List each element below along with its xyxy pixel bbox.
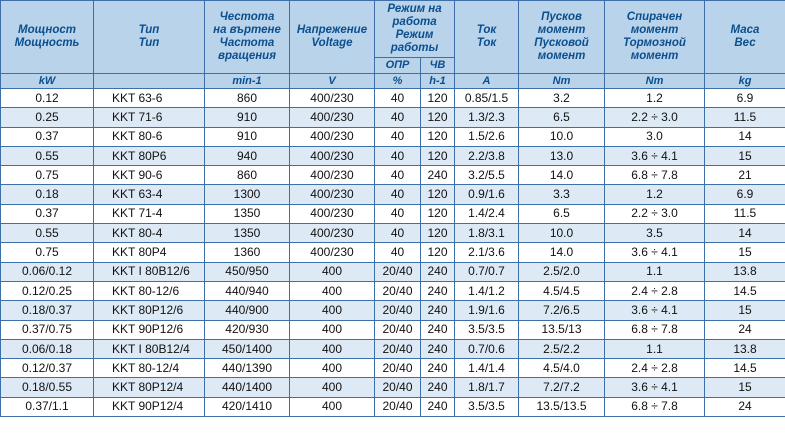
- table-body: [1, 89, 785, 417]
- cell-current: 2.1/3.6: [455, 243, 519, 262]
- cell-duty: 20/40: [375, 320, 421, 339]
- cell-starts: 120: [421, 108, 455, 127]
- cell-current: 1.3/2.3: [455, 108, 519, 127]
- cell-speed: 440/900: [205, 301, 290, 320]
- cell-current: 1.5/2.6: [455, 127, 519, 146]
- cell-mass: 14: [705, 127, 785, 146]
- cell-mass: 24: [705, 320, 785, 339]
- cell-power: 0.37: [1, 204, 94, 223]
- cell-current: 1.4/1.2: [455, 281, 519, 300]
- cell-type: KKT 80P4: [94, 243, 205, 262]
- table-row: [1, 127, 785, 146]
- table-row: [1, 243, 785, 262]
- cell-speed: 1350: [205, 204, 290, 223]
- cell-power: 0.75: [1, 166, 94, 185]
- cell-brake-torque: 2.2 ÷ 3.0: [605, 204, 705, 223]
- cell-mass: 14: [705, 224, 785, 243]
- table-row: [1, 397, 785, 416]
- cell-power: 0.18/0.37: [1, 301, 94, 320]
- table-row: [1, 204, 785, 223]
- cell-start-torque: 13.5/13: [519, 320, 605, 339]
- header-start-torque: Пусков момент Пусковой момент: [519, 1, 605, 74]
- cell-power: 0.55: [1, 224, 94, 243]
- cell-start-torque: 14.0: [519, 243, 605, 262]
- header-mode-chv: ЧВ: [421, 57, 455, 73]
- cell-mass: 11.5: [705, 108, 785, 127]
- units-row: [1, 74, 785, 89]
- unit-cell: [94, 74, 205, 89]
- header-mass: Маса Вес: [705, 1, 785, 74]
- cell-start-torque: 13.5/13.5: [519, 397, 605, 416]
- table-row: [1, 262, 785, 281]
- cell-type: KKT 63-6: [94, 89, 205, 108]
- cell-start-torque: 14.0: [519, 166, 605, 185]
- cell-starts: 240: [421, 301, 455, 320]
- cell-brake-torque: 1.1: [605, 339, 705, 358]
- cell-current: 2.2/3.8: [455, 146, 519, 165]
- cell-mass: 15: [705, 243, 785, 262]
- cell-speed: 910: [205, 127, 290, 146]
- cell-current: 3.5/3.5: [455, 320, 519, 339]
- header-type: Тип Тип: [94, 1, 205, 74]
- table-row: [1, 378, 785, 397]
- table-row: [1, 146, 785, 165]
- cell-start-torque: 13.0: [519, 146, 605, 165]
- cell-voltage: 400: [290, 281, 375, 300]
- cell-voltage: 400: [290, 339, 375, 358]
- cell-power: 0.12/0.37: [1, 359, 94, 378]
- unit-cell: Nm: [519, 74, 605, 89]
- cell-start-torque: 7.2/6.5: [519, 301, 605, 320]
- cell-starts: 240: [421, 339, 455, 358]
- cell-power: 0.06/0.12: [1, 262, 94, 281]
- cell-duty: 40: [375, 204, 421, 223]
- table-row: [1, 166, 785, 185]
- cell-type: KKT 80-12/6: [94, 281, 205, 300]
- cell-speed: 420/930: [205, 320, 290, 339]
- cell-brake-torque: 2.4 ÷ 2.8: [605, 359, 705, 378]
- cell-mass: 15: [705, 301, 785, 320]
- cell-starts: 240: [421, 378, 455, 397]
- cell-duty: 20/40: [375, 397, 421, 416]
- cell-speed: 910: [205, 108, 290, 127]
- cell-power: 0.25: [1, 108, 94, 127]
- cell-voltage: 400: [290, 320, 375, 339]
- cell-current: 1.8/1.7: [455, 378, 519, 397]
- cell-duty: 40: [375, 243, 421, 262]
- cell-speed: 420/1410: [205, 397, 290, 416]
- cell-starts: 120: [421, 204, 455, 223]
- cell-start-torque: 10.0: [519, 224, 605, 243]
- table-row: [1, 301, 785, 320]
- cell-type: KKT 71-4: [94, 204, 205, 223]
- cell-brake-torque: 6.8 ÷ 7.8: [605, 397, 705, 416]
- table-row: [1, 224, 785, 243]
- cell-current: 1.9/1.6: [455, 301, 519, 320]
- cell-starts: 240: [421, 166, 455, 185]
- unit-cell: h-1: [421, 74, 455, 89]
- cell-duty: 40: [375, 146, 421, 165]
- cell-duty: 40: [375, 89, 421, 108]
- cell-mass: 14.5: [705, 359, 785, 378]
- cell-voltage: 400: [290, 397, 375, 416]
- cell-type: KKT I 80B12/4: [94, 339, 205, 358]
- cell-start-torque: 10.0: [519, 127, 605, 146]
- cell-mass: 15: [705, 146, 785, 165]
- cell-mass: 24: [705, 397, 785, 416]
- cell-voltage: 400/230: [290, 224, 375, 243]
- cell-start-torque: 2.5/2.0: [519, 262, 605, 281]
- cell-speed: 440/940: [205, 281, 290, 300]
- cell-starts: 120: [421, 243, 455, 262]
- cell-type: KKT 63-4: [94, 185, 205, 204]
- cell-speed: 440/1400: [205, 378, 290, 397]
- cell-mass: 13.8: [705, 339, 785, 358]
- cell-starts: 240: [421, 262, 455, 281]
- cell-starts: 120: [421, 127, 455, 146]
- cell-duty: 20/40: [375, 262, 421, 281]
- cell-brake-torque: 3.6 ÷ 4.1: [605, 146, 705, 165]
- cell-brake-torque: 3.5: [605, 224, 705, 243]
- cell-speed: 450/1400: [205, 339, 290, 358]
- cell-power: 0.37: [1, 127, 94, 146]
- cell-current: 3.2/5.5: [455, 166, 519, 185]
- cell-speed: 1300: [205, 185, 290, 204]
- cell-duty: 40: [375, 127, 421, 146]
- cell-duty: 20/40: [375, 301, 421, 320]
- header-power: Мощност Мощность: [1, 1, 94, 74]
- cell-start-torque: 4.5/4.5: [519, 281, 605, 300]
- cell-start-torque: 3.3: [519, 185, 605, 204]
- cell-voltage: 400/230: [290, 89, 375, 108]
- cell-type: KKT 80P12/4: [94, 378, 205, 397]
- header-brake-torque: Спирачен момент Тормозной момент: [605, 1, 705, 74]
- cell-brake-torque: 3.6 ÷ 4.1: [605, 378, 705, 397]
- cell-duty: 20/40: [375, 281, 421, 300]
- cell-starts: 120: [421, 89, 455, 108]
- cell-current: 0.7/0.6: [455, 339, 519, 358]
- header-mode-opr: ОПР: [375, 57, 421, 73]
- cell-brake-torque: 1.2: [605, 89, 705, 108]
- cell-starts: 240: [421, 281, 455, 300]
- cell-mass: 21: [705, 166, 785, 185]
- cell-brake-torque: 3.6 ÷ 4.1: [605, 301, 705, 320]
- cell-duty: 20/40: [375, 378, 421, 397]
- cell-voltage: 400: [290, 301, 375, 320]
- cell-mass: 6.9: [705, 89, 785, 108]
- cell-type: KKT 90P12/6: [94, 320, 205, 339]
- unit-cell: V: [290, 74, 375, 89]
- cell-speed: 860: [205, 166, 290, 185]
- cell-voltage: 400/230: [290, 243, 375, 262]
- cell-current: 1.4/2.4: [455, 204, 519, 223]
- cell-start-torque: 7.2/7.2: [519, 378, 605, 397]
- cell-start-torque: 6.5: [519, 108, 605, 127]
- cell-brake-torque: 3.0: [605, 127, 705, 146]
- cell-duty: 40: [375, 224, 421, 243]
- unit-cell: A: [455, 74, 519, 89]
- table-row: [1, 320, 785, 339]
- header-mode: Режим на работа Режим работы: [375, 1, 455, 58]
- header-current: Ток Ток: [455, 1, 519, 74]
- cell-voltage: 400: [290, 359, 375, 378]
- cell-power: 0.12: [1, 89, 94, 108]
- cell-starts: 240: [421, 320, 455, 339]
- cell-speed: 1350: [205, 224, 290, 243]
- unit-cell: min-1: [205, 74, 290, 89]
- cell-speed: 1360: [205, 243, 290, 262]
- table-row: [1, 359, 785, 378]
- cell-voltage: 400/230: [290, 127, 375, 146]
- cell-speed: 450/950: [205, 262, 290, 281]
- table-row: [1, 108, 785, 127]
- cell-mass: 11.5: [705, 204, 785, 223]
- cell-current: 1.4/1.4: [455, 359, 519, 378]
- cell-speed: 940: [205, 146, 290, 165]
- cell-voltage: 400: [290, 378, 375, 397]
- cell-brake-torque: 3.6 ÷ 4.1: [605, 243, 705, 262]
- cell-mass: 14.5: [705, 281, 785, 300]
- cell-duty: 20/40: [375, 339, 421, 358]
- cell-speed: 440/1390: [205, 359, 290, 378]
- cell-current: 0.9/1.6: [455, 185, 519, 204]
- unit-cell: kW: [1, 74, 94, 89]
- cell-starts: 120: [421, 224, 455, 243]
- cell-current: 1.8/3.1: [455, 224, 519, 243]
- cell-starts: 240: [421, 359, 455, 378]
- table-row: [1, 185, 785, 204]
- cell-power: 0.55: [1, 146, 94, 165]
- cell-duty: 40: [375, 166, 421, 185]
- cell-starts: 120: [421, 146, 455, 165]
- cell-speed: 860: [205, 89, 290, 108]
- cell-power: 0.37/0.75: [1, 320, 94, 339]
- header-speed: Честота на въртене Частота вращения: [205, 1, 290, 74]
- cell-mass: 15: [705, 378, 785, 397]
- cell-power: 0.75: [1, 243, 94, 262]
- cell-current: 0.7/0.7: [455, 262, 519, 281]
- table-row: [1, 281, 785, 300]
- cell-duty: 40: [375, 108, 421, 127]
- cell-power: 0.18: [1, 185, 94, 204]
- cell-power: 0.18/0.55: [1, 378, 94, 397]
- cell-start-torque: 2.5/2.2: [519, 339, 605, 358]
- cell-brake-torque: 1.1: [605, 262, 705, 281]
- cell-duty: 40: [375, 185, 421, 204]
- cell-brake-torque: 6.8 ÷ 7.8: [605, 166, 705, 185]
- cell-current: 3.5/3.5: [455, 397, 519, 416]
- unit-cell: %: [375, 74, 421, 89]
- cell-power: 0.12/0.25: [1, 281, 94, 300]
- cell-type: KKT 80-4: [94, 224, 205, 243]
- cell-type: KKT 80P12/6: [94, 301, 205, 320]
- cell-type: KKT 90-6: [94, 166, 205, 185]
- cell-start-torque: 3.2: [519, 89, 605, 108]
- cell-brake-torque: 1.2: [605, 185, 705, 204]
- cell-starts: 120: [421, 185, 455, 204]
- cell-start-torque: 4.5/4.0: [519, 359, 605, 378]
- cell-type: KKT 80-6: [94, 127, 205, 146]
- cell-start-torque: 6.5: [519, 204, 605, 223]
- cell-mass: 6.9: [705, 185, 785, 204]
- cell-mass: 13.8: [705, 262, 785, 281]
- header-voltage: Напрежение Voltage: [290, 1, 375, 74]
- cell-voltage: 400/230: [290, 185, 375, 204]
- cell-starts: 240: [421, 397, 455, 416]
- cell-power: 0.06/0.18: [1, 339, 94, 358]
- cell-current: 0.85/1.5: [455, 89, 519, 108]
- cell-voltage: 400/230: [290, 146, 375, 165]
- cell-voltage: 400: [290, 262, 375, 281]
- table-row: [1, 89, 785, 108]
- cell-type: KKT I 80B12/6: [94, 262, 205, 281]
- cell-type: KKT 80-12/4: [94, 359, 205, 378]
- cell-brake-torque: 2.4 ÷ 2.8: [605, 281, 705, 300]
- cell-voltage: 400/230: [290, 108, 375, 127]
- cell-duty: 20/40: [375, 359, 421, 378]
- cell-power: 0.37/1.1: [1, 397, 94, 416]
- cell-brake-torque: 6.8 ÷ 7.8: [605, 320, 705, 339]
- unit-cell: kg: [705, 74, 785, 89]
- cell-voltage: 400/230: [290, 166, 375, 185]
- cell-type: KKT 71-6: [94, 108, 205, 127]
- table-row: [1, 339, 785, 358]
- unit-cell: Nm: [605, 74, 705, 89]
- cell-voltage: 400/230: [290, 204, 375, 223]
- cell-type: KKT 80P6: [94, 146, 205, 165]
- cell-type: KKT 90P12/4: [94, 397, 205, 416]
- cell-brake-torque: 2.2 ÷ 3.0: [605, 108, 705, 127]
